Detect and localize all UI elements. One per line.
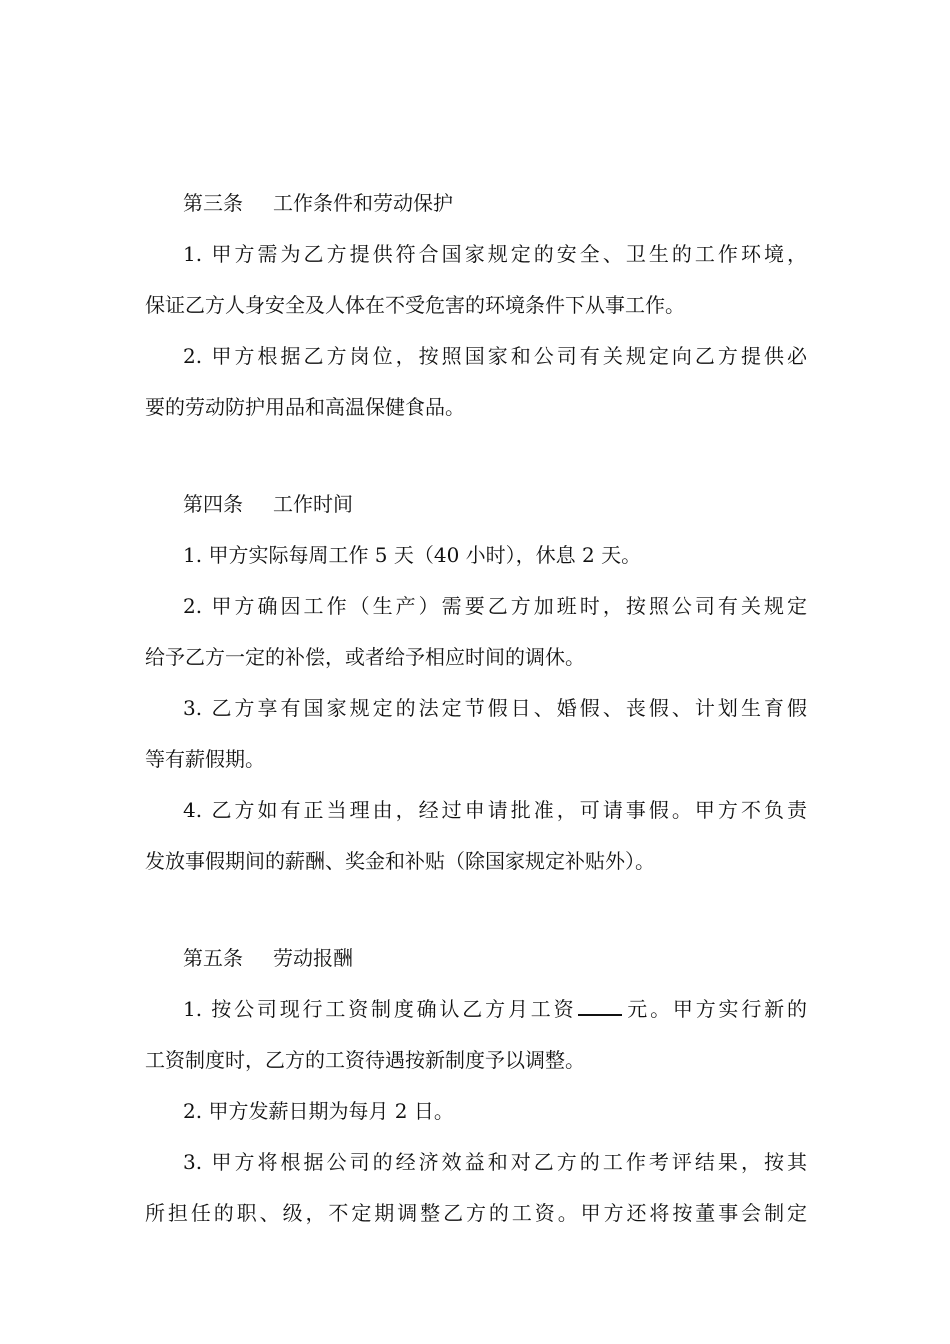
article-4-item-3-line-2: 等有薪假期。 — [145, 747, 265, 771]
article-4-item-4-line-2: 发放事假期间的薪酬、奖金和补贴（除国家规定补贴外）。 — [145, 849, 655, 873]
article-3-item-1-line-2: 保证乙方人身安全及人体在不受危害的环境条件下从事工作。 — [145, 293, 685, 317]
article-5 — [145, 933, 807, 1239]
article-5-item-3-line-1: 3. 甲方将根据公司的经济效益和对乙方的工作考评结果，按其 — [183, 1150, 807, 1174]
article-5-number: 第五条 — [183, 946, 243, 970]
article-4-item-2-line-2: 给予乙方一定的补偿，或者给予相应时间的调休。 — [145, 645, 585, 669]
article-3 — [145, 178, 807, 433]
article-4-item-3-line-1: 3. 乙方享有国家规定的法定节假日、婚假、丧假、计划生育假 — [183, 696, 807, 720]
article-4-title: 工作时间 — [273, 492, 353, 516]
article-4-number: 第四条 — [183, 492, 243, 516]
article-3-heading — [145, 178, 807, 229]
article-5-item-1-line-2: 工资制度时，乙方的工资待遇按新制度予以调整。 — [145, 1048, 585, 1072]
article-3-item-2-line-2: 要的劳动防护用品和高温保健食品。 — [145, 395, 465, 419]
salary-text-before: 1. 按公司现行工资制度确认乙方月工资 — [183, 997, 577, 1021]
article-3-number: 第三条 — [183, 191, 243, 215]
article-4 — [145, 479, 807, 887]
article-5-heading — [145, 933, 807, 984]
article-5-title: 劳动报酬 — [273, 946, 353, 970]
article-5-item-1-line-1 — [145, 984, 807, 1035]
salary-blank-underline — [578, 996, 622, 1016]
article-3-title: 工作条件和劳动保护 — [273, 191, 453, 215]
article-3-item-2-line-1: 2. 甲方根据乙方岗位，按照国家和公司有关规定向乙方提供必 — [183, 344, 807, 368]
article-4-item-1: 1. 甲方实际每周工作 5 天（40 小时），休息 2 天。 — [183, 543, 642, 567]
document-body — [145, 178, 807, 1239]
article-4-item-2-line-1: 2. 甲方确因工作（生产）需要乙方加班时，按照公司有关规定 — [183, 594, 807, 618]
article-3-item-1-line-1: 1. 甲方需为乙方提供符合国家规定的安全、卫生的工作环境， — [183, 242, 807, 266]
article-5-item-3-line-2: 所担任的职、级，不定期调整乙方的工资。甲方还将按董事会制定 — [145, 1201, 807, 1225]
article-5-item-2: 2. 甲方发薪日期为每月 2 日。 — [183, 1099, 454, 1123]
article-4-heading — [145, 479, 807, 530]
article-4-item-4-line-1: 4. 乙方如有正当理由，经过申请批准，可请事假。甲方不负责 — [183, 798, 807, 822]
salary-text-after: 元。甲方实行新的 — [624, 997, 807, 1021]
